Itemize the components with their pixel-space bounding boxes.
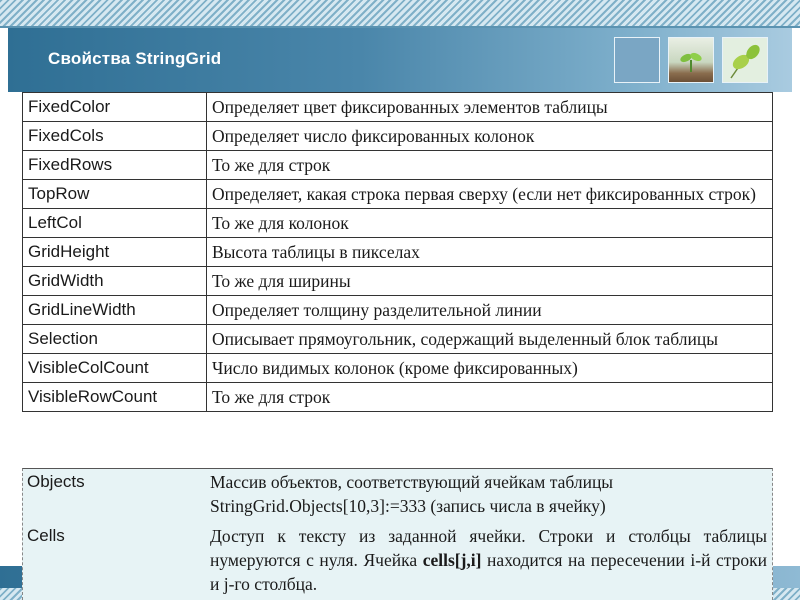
cells-code: cells[j,i]: [422, 550, 482, 570]
property-description: Определяет толщину разделительной линии: [207, 296, 773, 325]
property-name: LeftCol: [23, 209, 207, 238]
property-name: GridHeight: [23, 238, 207, 267]
table-row: [22, 524, 773, 602]
extra-properties-table: [22, 470, 773, 602]
table-row: [23, 238, 773, 267]
property-description: То же для строк: [207, 383, 773, 412]
property-description: Определяет цвет фиксированных элементов таблицы: [207, 93, 773, 122]
top-stripes-decoration: [0, 0, 800, 28]
property-name: Objects: [27, 472, 85, 491]
table-row: [23, 180, 773, 209]
table-row: [23, 267, 773, 296]
property-name: VisibleRowCount: [23, 383, 207, 412]
properties-table: [22, 92, 773, 412]
leaves-icon: [723, 38, 767, 82]
table-row: [23, 209, 773, 238]
property-name: TopRow: [23, 180, 207, 209]
table-row: [23, 383, 773, 412]
property-description: [205, 470, 773, 524]
property-description: То же для ширины: [207, 267, 773, 296]
table-row: [23, 151, 773, 180]
property-description: То же для строк: [207, 151, 773, 180]
property-name: FixedColor: [23, 93, 207, 122]
property-description: Определяет, какая строка первая сверху (если нет фиксированных строк): [207, 180, 773, 209]
blue-square-image: [614, 37, 660, 83]
property-name: VisibleColCount: [23, 354, 207, 383]
table-row: [23, 122, 773, 151]
property-description: Число видимых колонок (кроме фиксированных): [207, 354, 773, 383]
table-row: [23, 354, 773, 383]
slide-title: Свойства StringGrid: [48, 49, 222, 68]
property-name: GridLineWidth: [23, 296, 207, 325]
table-row: [23, 325, 773, 354]
property-description: [205, 524, 773, 602]
table-row: [23, 296, 773, 325]
objects-code-example: StringGrid.Objects[10,3]:=333 (запись числа в ячейку): [210, 496, 606, 516]
property-description: Высота таблицы в пикселах: [207, 238, 773, 267]
property-name: GridWidth: [23, 267, 207, 296]
sprout-icon: [669, 38, 713, 82]
cells-description-start: Доступ к тексту из заданной ячейки. Строки и столбцы таблицы нумеруются с нуля. Ячейка: [210, 526, 767, 570]
property-name: FixedRows: [23, 151, 207, 180]
property-name: Selection: [23, 325, 207, 354]
objects-description-line1: Массив объектов, соответствующий ячейкам таблицы: [210, 472, 614, 492]
property-description: То же для колонок: [207, 209, 773, 238]
property-description: Определяет число фиксированных колонок: [207, 122, 773, 151]
table-row: [23, 93, 773, 122]
leaves-image: [722, 37, 768, 83]
property-name: FixedCols: [23, 122, 207, 151]
property-name: Cells: [27, 526, 65, 545]
property-description: Описывает прямоугольник, содержащий выделенный блок таблицы: [207, 325, 773, 354]
sprout-image: [668, 37, 714, 83]
table-row: [22, 470, 773, 524]
cells-description-end: находится на пересечении i-й строки и j-го столбца.: [210, 550, 767, 594]
